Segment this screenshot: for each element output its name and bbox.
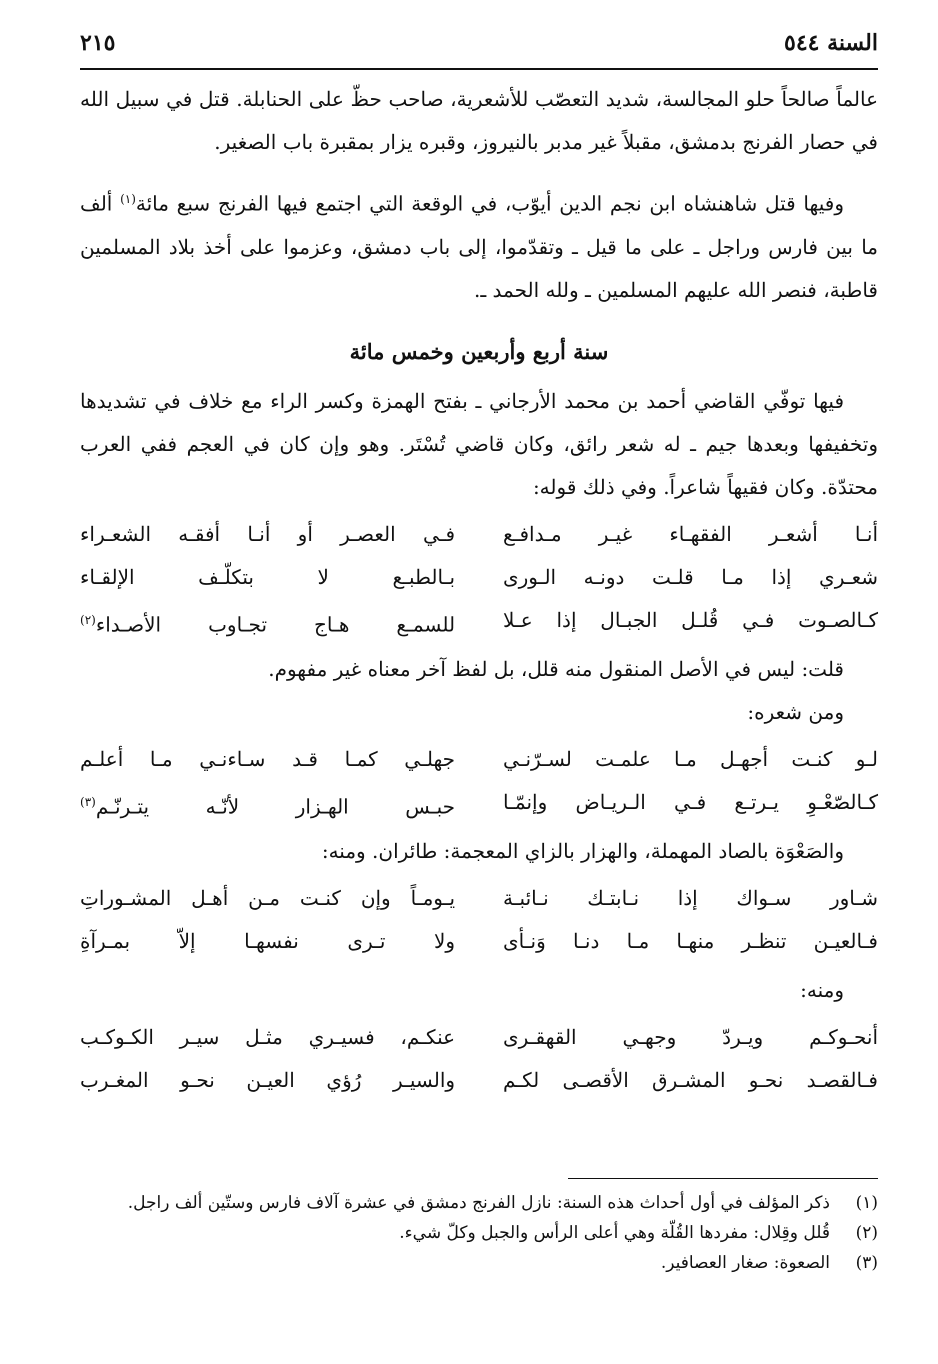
footnote-number: (١) [855,1193,878,1213]
footnote-divider [568,1178,878,1179]
footnote [80,1218,878,1248]
verse-second-hemistich: ولا تـرى نفسهـا إلاّ بمـرآةِ [80,928,456,953]
paragraph-battle [80,178,878,312]
verse-row [80,1059,878,1102]
poem-3 [80,877,878,963]
verse-first-hemistich: أنـا أشعـر الفقهـاء غيـر مـدافـع [502,521,878,546]
verse-first-hemistich: شعـري إذا مـا قلـت دونـه الـورى [502,564,878,589]
verse-second-hemistich: بـالطبـع لا بتكلّـف الإلقـاء [80,564,456,589]
book-page [80,30,878,1340]
verse-first-hemistich: أنحـوكـم ويـردّ وجهـي القهقـرى [502,1024,878,1049]
footnote-number: (٣) [855,1253,878,1273]
verse-first-hemistich: كـالصـوت فـي قُلـل الجبـال إذا عـلا [502,607,878,632]
footnote-text: قُلل وقِلال: مفردها القُلّة وهي أعلى الرأس والجبل وكلّ شيء. [399,1223,830,1243]
footnote-text: ذكر المؤلف في أول أحداث هذه السنة: نازل الفرنج دمشق في عشرة آلاف فارس وستّين ألف راجل. [127,1193,830,1213]
paragraph-qadi: فيها توفّي القاضي أحمد بن محمد الأرجاني ـ بفتح الهمزة وكسر الراء مع خلاف في تشديدها وتخفيفها وبعدها جيم ـ له شعر رائق، وكان قاضي تُسْتَر. وهو وإن كان في العجم ففي العرب محتدّة. وكان فقيهاً شاعراً. وفي ذلك قوله: [80,388,878,499]
section-heading: سنة أربع وأربعين وخمس مائة [349,338,609,364]
page-number: ٢١٥ [80,30,116,56]
footnote-ref-2[interactable]: (٢) [80,612,96,627]
verse-row [80,513,878,556]
verse-second-hemistich: يـومـاً وإن كنـت مـن أهـل المشـوراتِ [80,885,456,910]
verse-row [80,738,878,781]
footnote-ref-3[interactable]: (٣) [80,794,96,809]
verse-row [80,781,878,824]
running-title: السنة ٥٤٤ [784,30,878,56]
verse-second-hemistich: جهلـي كمـا قـد سـاءنـي مـا أعلـم [80,746,456,771]
verse-first-hemistich: لـو كنـت أجهـل مـا علمـت لسـرّنـي [502,746,878,771]
verse-second-hemistich: فـي العصـر أو أنـا أفقـه الشعـراء [80,521,456,546]
footnote-text: الصعوة: صغار العصافير. [660,1253,830,1273]
verse-second-hemistich: والسيـر رُؤي العيـن نحـو المغـرب [80,1067,456,1092]
verse-first-hemistich: فـالقصـد نحـو المشـرق الأقصـى لكـم [502,1067,878,1092]
footnote [80,1248,878,1278]
verse-row [80,599,878,642]
poem-1 [80,513,878,642]
verse-first-hemistich: شـاور سـواك إذا نـابتـك نـائبـة [502,885,878,910]
poem-2-intro: ومن شعره: [747,699,844,724]
verse-row [80,1016,878,1059]
battle-text-1: وفيها قتل شاهنشاه ابن نجم الدين أيوّب، في الوقعة التي اجتمع فيها الفرنج سبع مائة [135,191,845,216]
editor-comment: قلت: ليس في الأصل المنقول منه قلل، بل لفظ آخر معناه غير مفهوم. [268,656,844,681]
verse-second-hemistich: عنكـم، فسيـري مثـل سيـر الكـوكـب [80,1024,456,1049]
footnote-ref-1[interactable]: (١) [120,192,136,206]
verse-second-hemistich [80,599,455,642]
footnote [80,1188,878,1218]
footnotes [80,1188,878,1278]
verse-text: للسمـع هـاج تجـاوب الأصـداء [95,612,456,637]
gloss-note: والصَعْوَة بالصاد المهملة، والهزار بالزاي المعجمة: طائران. ومنه: [321,838,844,863]
verse-second-hemistich [80,781,455,824]
poem-4 [80,1016,878,1102]
verse-row [80,877,878,920]
verse-first-hemistich: كـالصّعْـوِ يـرتـع فـي الـريـاض وإنمّـا [502,789,878,814]
verse-row [80,556,878,599]
paragraph-scholar: عالماً صالحاً حلو المجالسة، شديد التعصّب للأشعرية، صاحب حظّ على الحنابلة. قتل في سبيل الله في حصار الفرنج بدمشق، مقبلاً غير مدبر بالنيروز، وقبره يزار بمقبرة باب الصغير. [80,87,879,154]
verse-text: حبـس الهـزار لأنّـه يتـرنّـم [95,794,456,819]
running-header [80,30,878,70]
battle-text-2: ألف ما بين فارس وراجل ـ على ما قيل ـ وتقدّموا، إلى باب دمشق، وعزموا على أخذ بلاد المسلمين قاطبة، فنصر الله عليهم المسلمين ـ ولله الحمد ـ. [80,191,878,302]
footnote-number: (٢) [855,1223,878,1243]
poem-4-intro: ومنه: [800,977,844,1002]
verse-first-hemistich: فـالعيـن تنظـر منهـا مـا دنـا وَنـأى [502,928,878,953]
poem-2 [80,738,878,824]
verse-row [80,920,878,963]
